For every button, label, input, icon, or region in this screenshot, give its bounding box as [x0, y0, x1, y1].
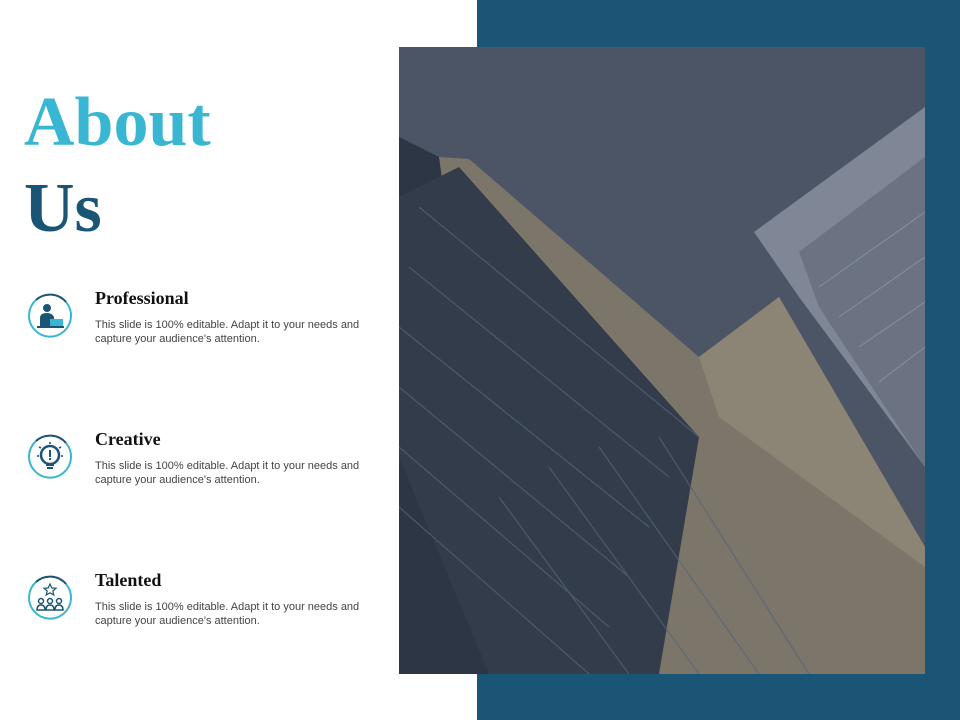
page-title	[24, 80, 211, 252]
feature-description: This slide is 100% editable. Adapt it to your needs and capture your audience's attention.	[95, 460, 360, 486]
feature-talented	[26, 570, 366, 650]
feature-professional	[26, 288, 366, 368]
feature-title: Creative	[95, 429, 161, 449]
lightbulb-icon	[26, 433, 74, 481]
feature-creative	[26, 429, 366, 509]
feature-description: This slide is 100% editable. Adapt it to your needs and capture your audience's attention.	[95, 319, 360, 345]
professional-person-laptop-icon	[26, 292, 74, 340]
team-star-icon	[26, 574, 74, 622]
feature-title: Professional	[95, 288, 189, 308]
feature-title: Talented	[95, 570, 162, 590]
feature-description: This slide is 100% editable. Adapt it to your needs and capture your audience's attention.	[95, 601, 360, 627]
building-photo	[399, 47, 925, 674]
title-line-us: Us	[24, 170, 102, 247]
title-line-about: About	[24, 84, 211, 161]
